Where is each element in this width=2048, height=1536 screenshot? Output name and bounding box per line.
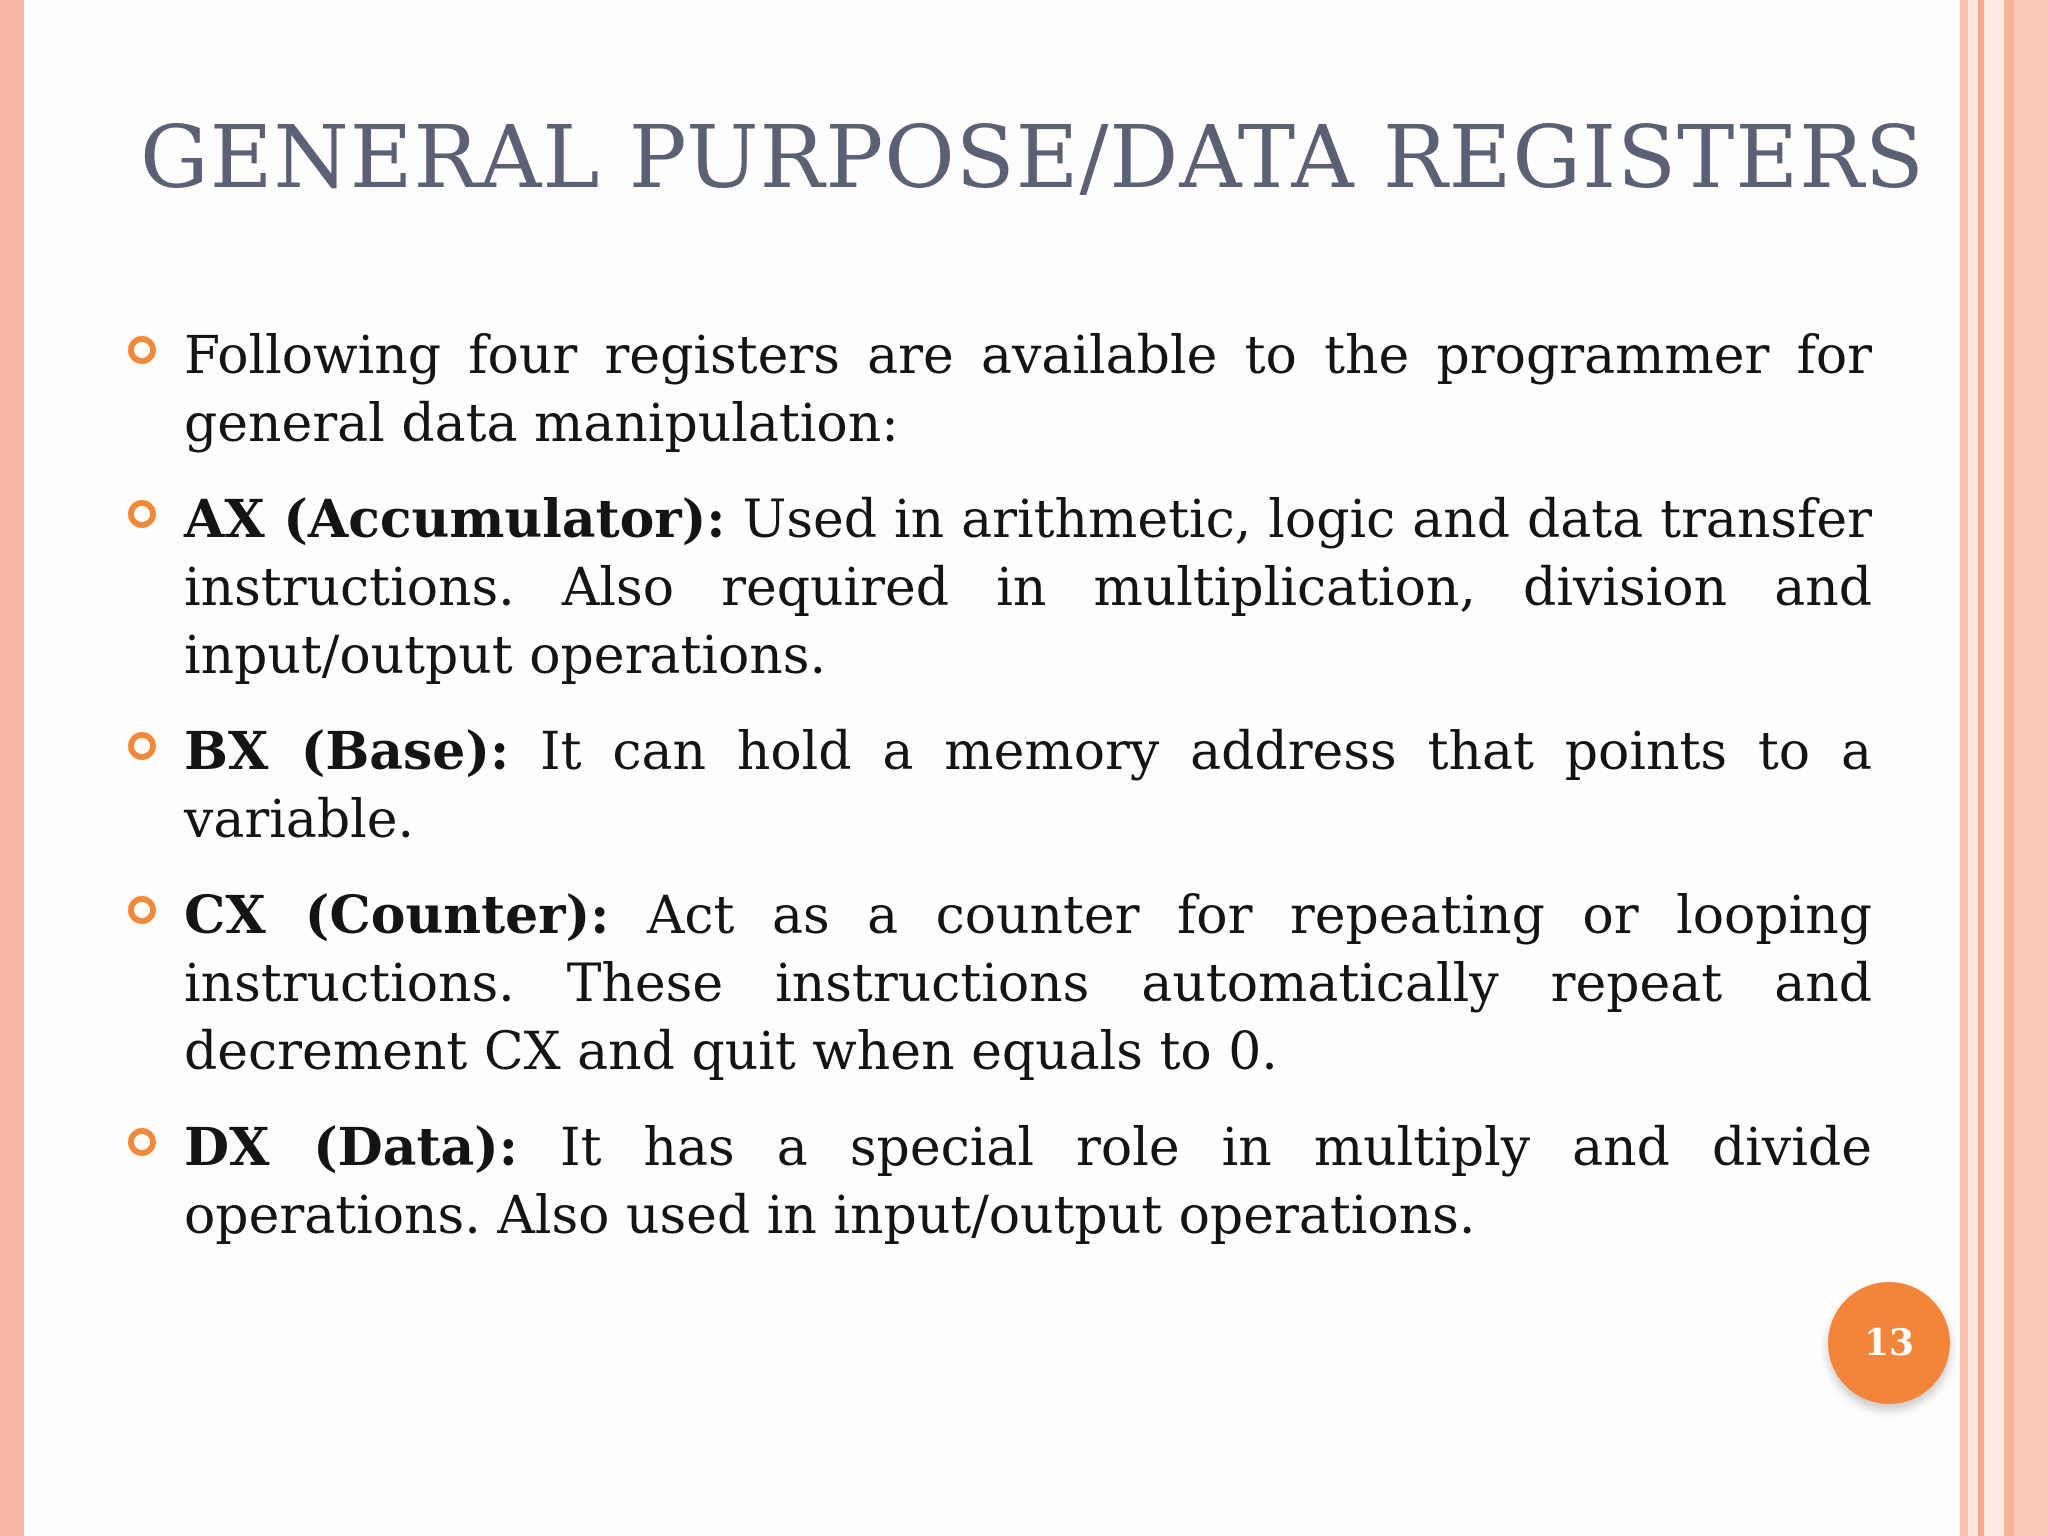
stripe: [1984, 0, 2004, 1536]
bullet-term: DX (Data):: [184, 1117, 518, 1178]
circle-bullet-icon: [128, 336, 156, 364]
bullet-item-dx: [128, 1114, 1872, 1250]
circle-bullet-icon: [128, 1128, 156, 1156]
stripe: [2004, 0, 2014, 1536]
bullet-text: Used in arithmetic, logic and data transfer instructions. Also required in multiplication, division and input/output operations.: [184, 490, 1872, 686]
bullet-item-intro: [128, 322, 1872, 458]
bullet-term: BX (Base):: [184, 721, 510, 782]
bullet-item-ax: [128, 486, 1872, 690]
bullet-term: AX (Accumulator):: [184, 489, 726, 550]
bullet-list: [128, 322, 1872, 1278]
circle-bullet-icon: [128, 896, 156, 924]
bullet-item-bx: [128, 718, 1872, 854]
bullet-term: CX (Counter):: [184, 885, 610, 946]
stripe: [1960, 0, 1968, 1536]
bullet-item-cx: [128, 882, 1872, 1086]
bullet-text: It has a special role in multiply and divide operations. Also used in input/output operations.: [184, 1118, 1872, 1246]
stripe: [1968, 0, 1978, 1536]
right-decorative-stripes: [1960, 0, 2048, 1536]
circle-bullet-icon: [128, 732, 156, 760]
bullet-text: Act as a counter for repeating or looping instructions. These instructions automatically repeat and decrement CX and quit when equals to 0.: [184, 886, 1873, 1082]
slide-title: GENERAL PURPOSE/DATA REGISTERS: [140, 108, 1925, 208]
bullet-text: It can hold a memory address that points to a variable.: [184, 722, 1872, 850]
left-border-stripe: [0, 0, 24, 1536]
page-number-badge: 13: [1828, 1282, 1950, 1404]
stripe: [2014, 0, 2048, 1536]
circle-bullet-icon: [128, 500, 156, 528]
bullet-text: Following four registers are available to the programmer for general data manipulation:: [184, 326, 1872, 454]
